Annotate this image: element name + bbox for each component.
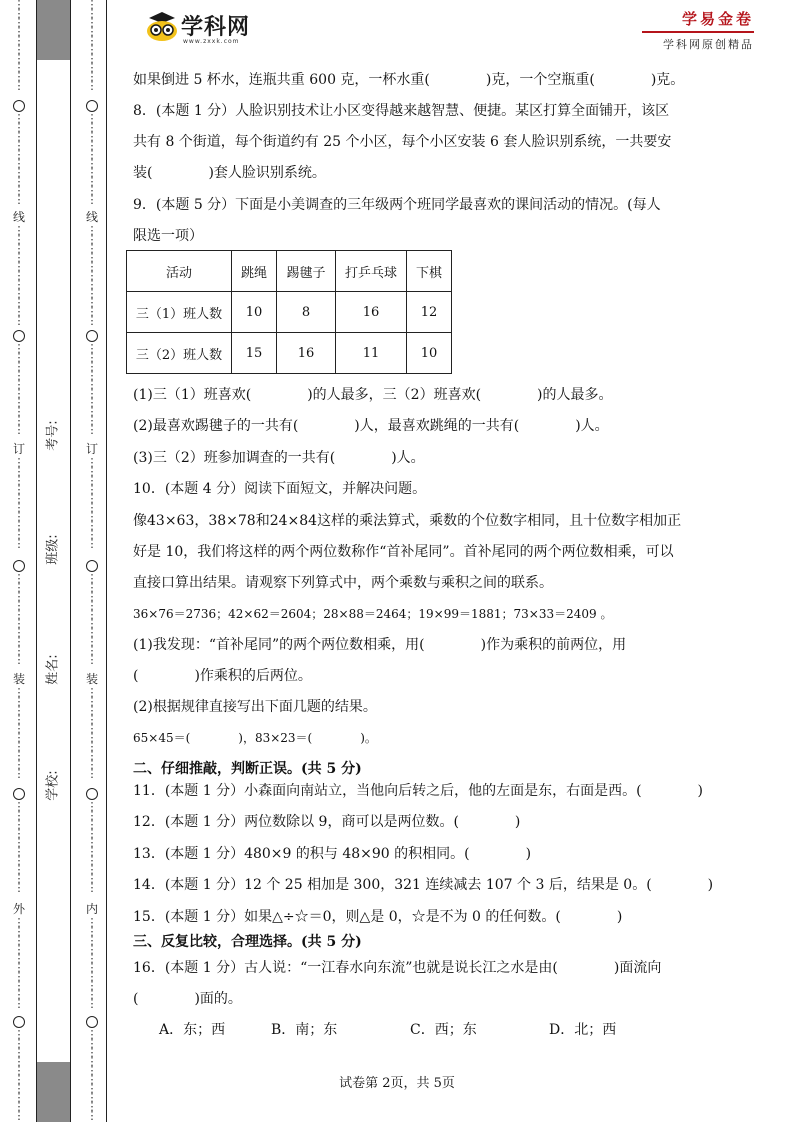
option-c: C．西；东 (410, 1022, 477, 1038)
dotted-cut-line: ⋮ ⋮ ⋮ ⋮ ⋮ ⋮ ⋮ ⋮ ⋮ ⋮ (13, 688, 25, 780)
table-cell: 15 (232, 333, 277, 374)
binding-hole-circle (13, 788, 25, 800)
dotted-cut-line: ⋮ ⋮ ⋮ ⋮ ⋮ ⋮ ⋮ ⋮ ⋮ ⋮ ⋮ (86, 226, 98, 326)
dotted-cut-line: ⋮ ⋮ ⋮ ⋮ ⋮ ⋮ ⋮ ⋮ ⋮ ⋮ (86, 458, 98, 550)
dotted-cut-line: ⋮ ⋮ ⋮ ⋮ ⋮ ⋮ ⋮ ⋮ ⋮ ⋮ (13, 918, 25, 1010)
survey-table (126, 250, 452, 374)
binding-hole-circle (86, 1016, 98, 1028)
table-header-cell: 打乒乓球 (336, 251, 407, 292)
binding-char: 线 (12, 210, 25, 224)
binding-char: 内 (85, 902, 98, 916)
binding-hole-circle (13, 330, 25, 342)
table-cell: 三（2）班人数 (127, 333, 232, 374)
binding-char: 线 (85, 210, 98, 224)
table-row (127, 292, 452, 333)
dotted-cut-line: ⋮ ⋮ ⋮ ⋮ ⋮ ⋮ ⋮ ⋮ ⋮ ⋮ (86, 802, 98, 894)
option-a: A．东；西 (159, 1022, 226, 1038)
dotted-cut-line: ⋮ ⋮ ⋮ ⋮ ⋮ ⋮ ⋮ ⋮ ⋮ ⋮ (86, 1030, 98, 1122)
line-q10-1a: (1)我发现：“首补尾同”的两个两位数相乘，用( )作为乘积的前两位，用 (133, 637, 627, 653)
table-cell: 16 (277, 333, 336, 374)
dotted-cut-line: ⋮ ⋮ ⋮ ⋮ ⋮ ⋮ ⋮ ⋮ ⋮ ⋮ ⋮ (13, 226, 25, 326)
binding-hole-circle (86, 330, 98, 342)
binding-hole-circle (13, 560, 25, 572)
line-q8b: 共有 8 个街道，每个街道约有 25 个小区，每个小区安装 6 套人脸识别系统，一共要安 (133, 134, 672, 150)
binding-hole-circle (86, 100, 98, 112)
table-cell: 12 (407, 292, 452, 333)
dotted-cut-line: ⋮ ⋮ ⋮ ⋮ ⋮ ⋮ ⋮ ⋮ ⋮ ⋮ (86, 344, 98, 436)
label-school: 学校: (45, 770, 61, 801)
label-exam-number: 考号: (45, 420, 61, 451)
inner-dotted-column (85, 0, 99, 1122)
line-q9-3: (3)三（2）班参加调查的一共有( )人。 (133, 450, 425, 466)
binding-strip (0, 0, 108, 1122)
content-border (106, 0, 107, 1122)
brand-title: 学易金卷 (681, 10, 754, 28)
line-q10e-formulas: 36×76＝2736；42×62＝2604；28×88＝2464；19×99＝1881；73×33＝2409 。 (133, 607, 613, 621)
line-q9a: 9．(本题 5 分）下面是小美调查的三年级两个班同学最喜欢的课间活动的情况。(每人 (133, 197, 661, 213)
line-q10-1b: ( )作乘积的后两位。 (133, 668, 312, 684)
table-header-cell: 活动 (127, 251, 232, 292)
line-q10-2-formulas: 65×45＝( )，83×23＝( )。 (133, 731, 377, 745)
brand-block (642, 8, 754, 52)
binding-hole-circle (13, 1016, 25, 1028)
table-cell: 三（1）班人数 (127, 292, 232, 333)
gray-block-top (36, 0, 70, 60)
table-cell: 10 (407, 333, 452, 374)
table-header-row (127, 251, 452, 292)
line-q11: 11．(本题 1 分）小森面向南站立，当他向后转之后，他的左面是东，右面是西。( ) (133, 783, 704, 799)
line-q8c: 装( )套人脸识别系统。 (133, 165, 326, 181)
page-footer: 试卷第 2页，共 5页 (339, 1076, 455, 1091)
line-q10c: 好是 10，我们将这样的两个两位数称作“首补尾同”。首补尾同的两个两位数相乘，可以 (133, 544, 674, 560)
dotted-cut-line: ⋮ ⋮ ⋮ ⋮ ⋮ ⋮ ⋮ ⋮ ⋮ ⋮ (13, 0, 25, 92)
binding-char: 装 (85, 672, 98, 686)
line-q16a: 16．(本题 1 分）古人说：“一江春水向东流”也就是说长江之水是由( )面流向 (133, 960, 662, 976)
outer-dotted-column (12, 0, 26, 1122)
table-header-cell: 下棋 (407, 251, 452, 292)
dotted-cut-line: ⋮ ⋮ ⋮ ⋮ ⋮ ⋮ ⋮ ⋮ ⋮ ⋮ (13, 1030, 25, 1122)
binding-hole-circle (13, 100, 25, 112)
dotted-cut-line: ⋮ ⋮ ⋮ ⋮ ⋮ ⋮ ⋮ ⋮ ⋮ ⋮ (13, 574, 25, 666)
table-row (127, 333, 452, 374)
line-q16b: ( )面的。 (133, 991, 242, 1007)
line-q14: 14．(本题 1 分）12 个 25 相加是 300，321 连续减去 107 个 3 后，结果是 0。( ) (133, 877, 714, 893)
dotted-cut-line: ⋮ ⋮ ⋮ ⋮ ⋮ ⋮ ⋮ ⋮ ⋮ ⋮ (86, 688, 98, 780)
line-q7-cont: 如果倒进 5 杯水，连瓶共重 600 克，一杯水重( )克，一个空瓶重( )克。 (133, 72, 685, 88)
strip-border-right (70, 0, 71, 1122)
table-cell: 16 (336, 292, 407, 333)
line-q10-2: (2)根据规律直接写出下面几题的结果。 (133, 699, 377, 715)
label-name: 姓名: (45, 654, 61, 685)
binding-hole-circle (86, 788, 98, 800)
option-b: B．南；东 (271, 1022, 338, 1038)
line-q10a: 10．(本题 4 分）阅读下面短文，并解决问题。 (133, 481, 427, 497)
line-q13: 13．(本题 1 分）480×9 的积与 48×90 的积相同。( ) (133, 846, 532, 862)
binding-hole-circle (86, 560, 98, 572)
line-q9-1: (1)三（1）班喜欢( )的人最多，三（2）班喜欢( )的人最多。 (133, 387, 613, 403)
binding-char: 订 (85, 442, 98, 456)
brand-subtitle: 学科网原创精品 (663, 38, 754, 51)
line-q12: 12．(本题 1 分）两位数除以 9，商可以是两位数。( ) (133, 814, 521, 830)
logo-text: 学科网 (181, 15, 251, 40)
dotted-cut-line: ⋮ ⋮ ⋮ ⋮ ⋮ ⋮ ⋮ ⋮ ⋮ ⋮ (13, 114, 25, 204)
dotted-cut-line: ⋮ ⋮ ⋮ ⋮ ⋮ ⋮ ⋮ ⋮ ⋮ ⋮ (86, 0, 98, 92)
binding-char: 外 (12, 902, 25, 916)
table-cell: 11 (336, 333, 407, 374)
binding-char: 装 (12, 672, 25, 686)
line-q10d: 直接口算出结果。请观察下列算式中，两个乘数与乘积之间的联系。 (133, 575, 553, 591)
dotted-cut-line: ⋮ ⋮ ⋮ ⋮ ⋮ ⋮ ⋮ ⋮ ⋮ ⋮ (13, 458, 25, 550)
line-q8a: 8．(本题 1 分）人脸识别技术让小区变得越来越智慧、便捷。某区打算全面铺开，该区 (133, 103, 670, 119)
table-cell: 10 (232, 292, 277, 333)
dotted-cut-line: ⋮ ⋮ ⋮ ⋮ ⋮ ⋮ ⋮ ⋮ ⋮ ⋮ (13, 802, 25, 894)
label-class: 班级: (45, 534, 61, 565)
line-q10b: 像43×63，38×78和24×84这样的乘法算式，乘数的个位数字相同，且十位数字相加正 (133, 513, 682, 529)
line-q9-2: (2)最喜欢踢毽子的一共有( )人，最喜欢跳绳的一共有( )人。 (133, 418, 609, 434)
brand-rule (642, 31, 754, 33)
owl-logo-icon (145, 12, 179, 42)
option-d: D．北；西 (549, 1022, 617, 1038)
table-cell: 8 (277, 292, 336, 333)
section-3-title: 三、反复比较，合理选择。(共 5 分) (133, 934, 362, 950)
dotted-cut-line: ⋮ ⋮ ⋮ ⋮ ⋮ ⋮ ⋮ ⋮ ⋮ ⋮ (86, 114, 98, 204)
logo-url: www.zxxk.com (183, 38, 240, 45)
line-q15: 15．(本题 1 分）如果△÷☆＝0，则△是 0，☆是不为 0 的任何数。( ) (133, 909, 623, 925)
gray-block-bottom (36, 1062, 70, 1122)
table-header-cell: 跳绳 (232, 251, 277, 292)
binding-char: 订 (12, 442, 25, 456)
section-2-title: 二、仔细推敲，判断正误。(共 5 分) (133, 761, 362, 777)
line-q9b: 限选一项） (133, 228, 203, 244)
dotted-cut-line: ⋮ ⋮ ⋮ ⋮ ⋮ ⋮ ⋮ ⋮ ⋮ ⋮ (86, 574, 98, 666)
table-header-cell: 踢毽子 (277, 251, 336, 292)
dotted-cut-line: ⋮ ⋮ ⋮ ⋮ ⋮ ⋮ ⋮ ⋮ ⋮ ⋮ (13, 344, 25, 436)
dotted-cut-line: ⋮ ⋮ ⋮ ⋮ ⋮ ⋮ ⋮ ⋮ ⋮ ⋮ (86, 918, 98, 1010)
strip-border-left (36, 0, 37, 1122)
